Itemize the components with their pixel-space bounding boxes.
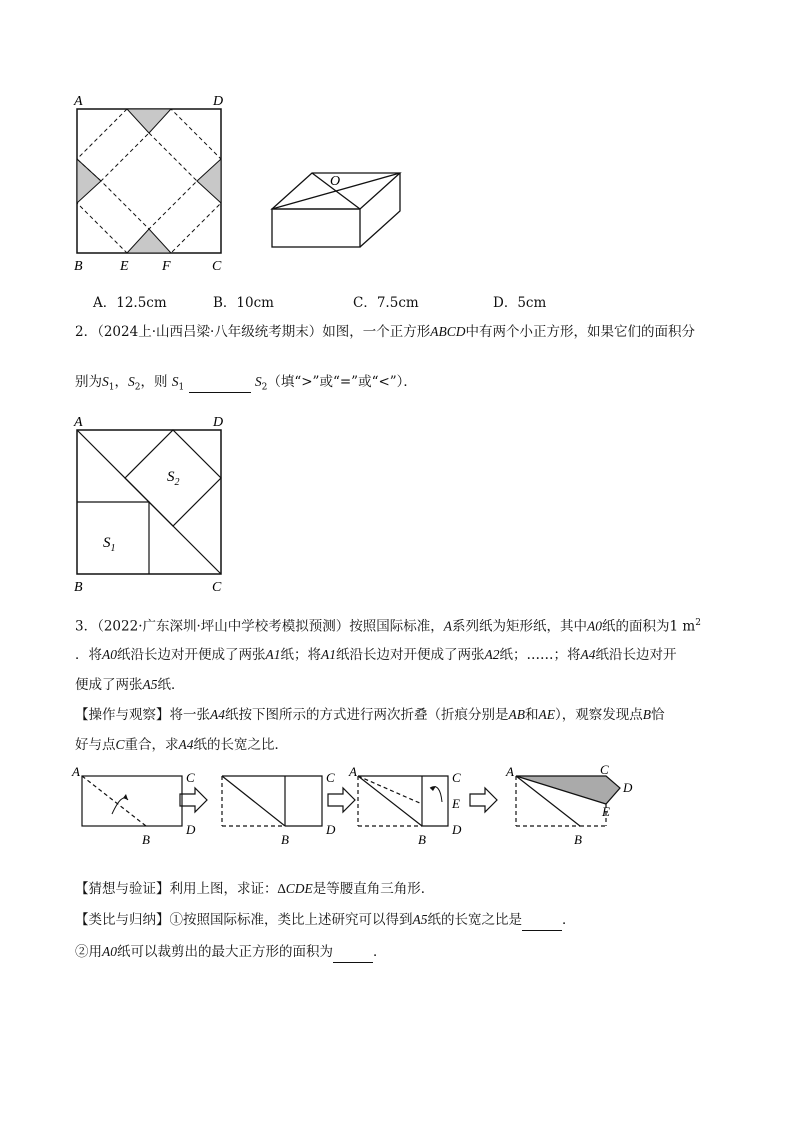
fig3-p1-A: A — [72, 764, 80, 779]
fig3-p2-C: C — [326, 770, 335, 785]
fig3-p4-E: E — [602, 804, 610, 819]
fig3-p1-B: B — [142, 832, 150, 847]
box-label-O: O — [330, 174, 341, 189]
fig3-p4-B: B — [574, 832, 582, 847]
fig3-p1-C: C — [186, 770, 195, 785]
fig2-label-S1: $S_1$ — [103, 535, 116, 554]
fig3-p4-D: D — [623, 780, 633, 795]
q1-option-d[interactable]: D．5cm — [493, 295, 547, 311]
q3-guess-line: 【猜想与验证】利用上图，求证：∆CDE是等腰直角三角形． — [75, 881, 435, 897]
fig1-label-E: E — [120, 259, 129, 274]
q3-observe-line1: 【操作与观察】将一张A4纸按下图所示的方式进行两次折叠（折痕分别是AB和AE），观察发现点B恰 — [75, 707, 665, 723]
figure-open-box — [262, 165, 412, 255]
q3-line3: 便成了两张A5纸． — [75, 677, 185, 693]
fig3-p3-A: A — [349, 764, 357, 779]
fig2-label-S2: $S_2$ — [167, 469, 180, 488]
q2-answer-blank[interactable] — [189, 372, 251, 393]
fig2-label-B: B — [74, 580, 83, 595]
fig3-p3-D: D — [452, 822, 462, 837]
fig3-p4-A: A — [506, 764, 514, 779]
fig3-p3-C: C — [452, 770, 461, 785]
q3-line2: ．将A0纸沿长边对开便成了两张A1纸；将A1纸沿长边对开便成了两张A2纸；……；将A4纸沿长边对开 — [75, 647, 677, 663]
fig3-p2-D: D — [326, 822, 336, 837]
fig3-p3-E: E — [452, 796, 460, 811]
fig1-label-A: A — [74, 94, 83, 109]
q3-square-line: ②用A0纸可以裁剪出的最大正方形的面积为 ． — [75, 942, 387, 963]
fig3-p4-C: C — [600, 764, 609, 777]
q2-line2: 别为$S_1$，$S_2$，则 $S_1$ $S_2$（填“>”或“=”或“<”）． — [75, 374, 417, 393]
figure-two-squares — [60, 412, 240, 597]
fig1-label-C: C — [212, 259, 222, 274]
q3-answer-blank-2[interactable] — [333, 942, 373, 963]
figure-folding-sequence — [70, 764, 650, 856]
fig1-label-D: D — [213, 94, 224, 109]
fig1-label-F: F — [162, 259, 171, 274]
fig3-p1-D: D — [186, 822, 196, 837]
q3-line1: 3．（2022·广东深圳·坪山中学校考模拟预测）按照国际标准，A系列纸为矩形纸，其中A0纸的面积为1 $m^2$ — [75, 618, 701, 635]
fig2-label-D: D — [213, 415, 224, 430]
fig3-p3-B: B — [418, 832, 426, 847]
fig1-label-B: B — [74, 259, 83, 274]
fig2-label-C: C — [212, 580, 222, 595]
fig3-p2-B: B — [281, 832, 289, 847]
q2-line1: 2．（2024上·山西吕梁·八年级统考期末）如图，一个正方形ABCD中有两个小正方形，如果它们的面积分 — [75, 324, 696, 340]
q1-option-c[interactable]: C．7.5cm — [353, 295, 419, 311]
q1-option-b[interactable]: B．10cm — [213, 295, 274, 311]
q3-analogy-line: 【类比与归纳】①按照国际标准，类比上述研究可以得到A5纸的长宽之比是 ． — [75, 910, 576, 931]
figure-square-diamond — [60, 90, 240, 280]
q3-answer-blank-1[interactable] — [522, 910, 562, 931]
q1-option-a[interactable]: A．12.5cm — [93, 295, 167, 311]
q3-observe-line2: 好与点C重合，求A4纸的长宽之比． — [75, 737, 289, 753]
fig2-label-A: A — [74, 415, 83, 430]
